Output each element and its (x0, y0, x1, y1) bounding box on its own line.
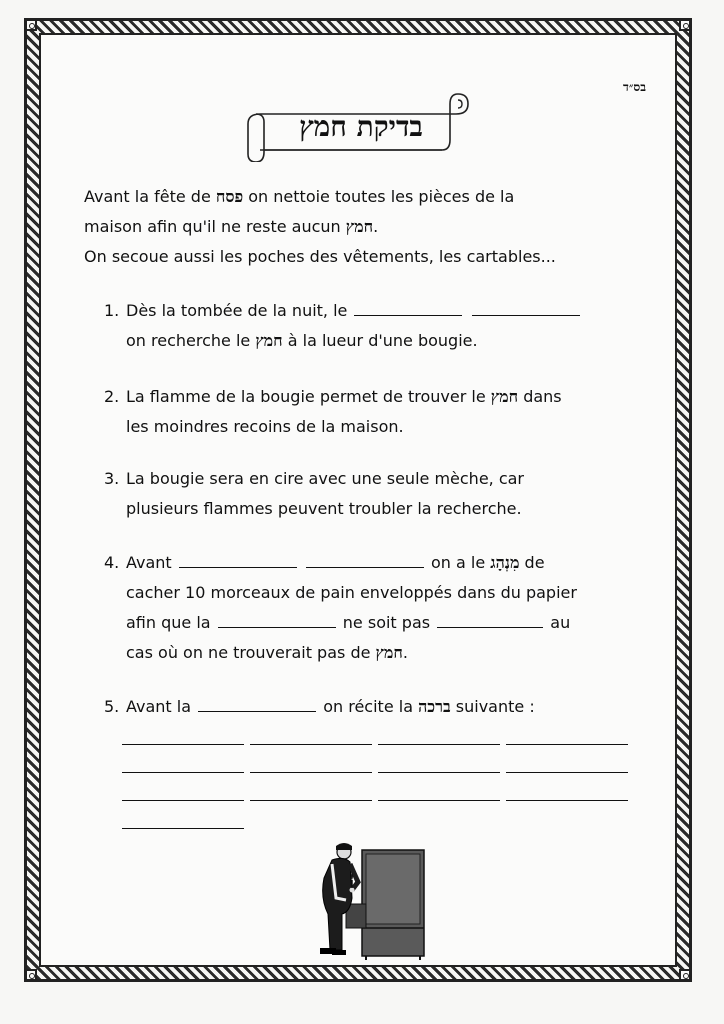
answer-row (122, 770, 634, 798)
border-corner (25, 969, 37, 981)
item-text: à la lueur d'une bougie. (287, 331, 478, 350)
fill-in-blank[interactable] (437, 611, 543, 628)
item-text: Dès la tombée de la nuit, le (126, 301, 348, 320)
item-text: afin que la (126, 613, 211, 632)
answer-line[interactable] (506, 770, 628, 773)
item-text: La flamme de la bougie permet de trouver le (126, 387, 486, 406)
item-line (126, 548, 644, 578)
question-3 (104, 464, 644, 524)
hebrew-word: חמץ (490, 387, 519, 406)
answer-line[interactable] (378, 742, 500, 745)
item-text: on récite la (323, 697, 413, 716)
intro-text: Avant la fête de (84, 187, 211, 206)
item-line (126, 608, 644, 638)
answer-line[interactable] (250, 798, 372, 801)
answer-line[interactable] (122, 742, 244, 745)
item-text: de (524, 553, 545, 572)
item-line (126, 382, 644, 412)
item-line: cacher 10 morceaux de pain enveloppés dans du papier (126, 583, 577, 602)
item-text: ne soit pas (342, 613, 431, 632)
border-corner (679, 969, 691, 981)
fill-in-blank[interactable] (472, 299, 580, 316)
item-line: les moindres recoins de la maison. (126, 417, 404, 436)
fill-in-blank[interactable] (179, 551, 297, 568)
fill-in-blank[interactable] (306, 551, 424, 568)
question-5 (104, 692, 644, 722)
answer-line[interactable] (122, 770, 244, 773)
item-number: 2. (104, 387, 120, 406)
item-number: 5. (104, 697, 120, 716)
question-1 (104, 296, 644, 356)
item-text: suivante : (455, 697, 535, 716)
intro-line-3: On secoue aussi les poches des vêtements, les cartables... (84, 247, 556, 266)
item-text: Avant (126, 553, 172, 572)
fill-in-blank[interactable] (198, 695, 316, 712)
hebrew-word: ברכה (418, 697, 451, 716)
fill-in-blank[interactable] (218, 611, 336, 628)
item-line: plusieurs flammes peuvent troubler la recherche. (126, 499, 522, 518)
answer-line[interactable] (506, 798, 628, 801)
item-number: 3. (104, 469, 120, 488)
answer-line[interactable] (122, 798, 244, 801)
item-number: 4. (104, 553, 120, 572)
hebrew-word: פסח (215, 187, 244, 206)
hebrew-word: חמץ (345, 217, 374, 236)
item-text: Avant la (126, 697, 192, 716)
answer-row (122, 798, 634, 826)
item-line (126, 638, 644, 668)
hebrew-word: מִנְהָג (490, 553, 520, 572)
intro-line-1 (84, 182, 644, 212)
hebrew-word: חמץ (255, 331, 283, 350)
intro-text: . (373, 217, 379, 236)
fill-in-blank[interactable] (354, 299, 462, 316)
item-text: dans (523, 387, 562, 406)
intro-text: on nettoie toutes les pièces de la (248, 187, 515, 206)
answer-line[interactable] (250, 770, 372, 773)
item-line (126, 326, 644, 356)
title-scroll (246, 92, 472, 162)
bsd-header: בס״ד (623, 80, 646, 94)
answer-line[interactable] (378, 798, 500, 801)
page-title: בדיקת חמץ (299, 110, 423, 143)
border-corner (25, 19, 37, 31)
man-searching-cabinet-illustration (292, 838, 432, 960)
answer-line[interactable] (122, 826, 244, 829)
item-line (126, 692, 644, 722)
item-line: La bougie sera en cire avec une seule mèche, car (126, 469, 525, 488)
border-corner (679, 19, 691, 31)
item-line (126, 296, 644, 326)
item-number: 1. (104, 301, 120, 320)
answer-row (122, 742, 634, 770)
item-text: au (550, 613, 571, 632)
hebrew-word: חמץ (375, 643, 403, 662)
answer-line[interactable] (378, 770, 500, 773)
answer-line[interactable] (506, 742, 628, 745)
item-text: cas où on ne trouverait pas de (126, 643, 371, 662)
item-text: on a le (430, 553, 486, 572)
question-4 (104, 548, 644, 668)
question-2 (104, 382, 644, 442)
intro-text: maison afin qu'il ne reste aucun (84, 217, 341, 236)
answer-line[interactable] (250, 742, 372, 745)
intro-line-2 (84, 212, 644, 242)
item-text: on recherche le (126, 331, 251, 350)
item-text: . (402, 643, 408, 662)
